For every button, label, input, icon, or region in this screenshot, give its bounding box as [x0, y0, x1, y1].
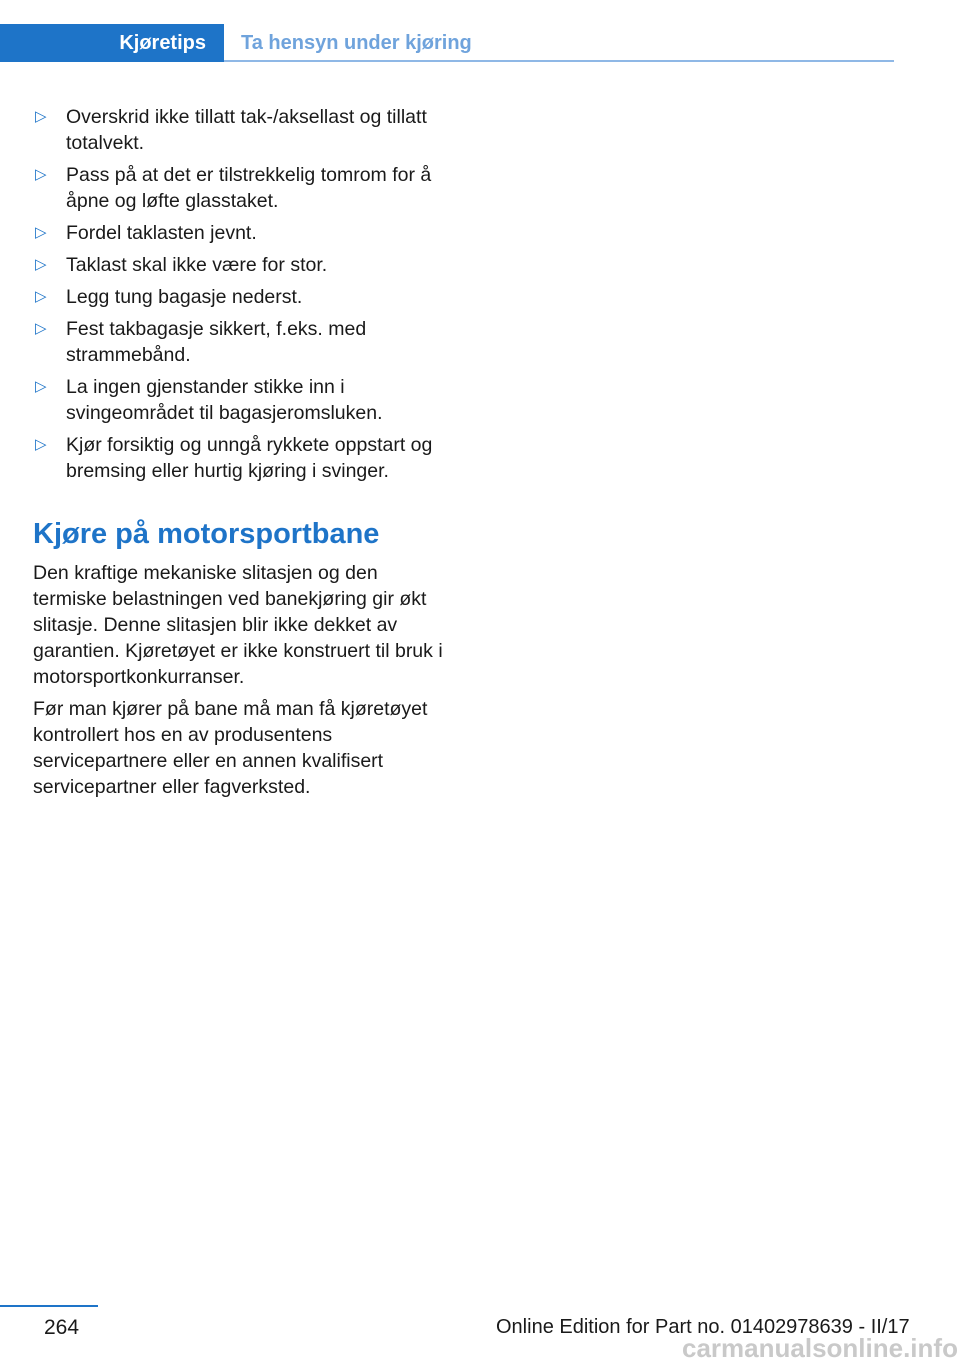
- watermark: carmanualsonline.info: [682, 1333, 958, 1363]
- triangle-right-icon: ▷: [35, 378, 47, 395]
- list-item-text: La ingen gjenstander stikke inn i svingeområdet til bagasjeromsluken.: [66, 376, 383, 424]
- list-item-text: Taklast skal ikke være for stor.: [66, 254, 328, 276]
- list-item-text: Overskrid ikke tillatt tak-/aksellast og tillatt totalvekt.: [66, 106, 427, 154]
- section-heading: Kjøre på motorsportbane: [33, 518, 380, 550]
- list-item: [33, 432, 448, 484]
- list-item: [33, 374, 448, 426]
- section-paragraph: Den kraftige mekaniske slitasjen og den termiske belastningen ved banekjøring gir økt slitasje. Denne slitasjen blir ikke dekket av garantien. Kjøretøyet er ikke konstruert til bruk i motorsportkonkurranser.: [33, 562, 443, 688]
- list-item: [33, 316, 448, 368]
- list-item: [33, 104, 448, 156]
- page-number: 264: [44, 1316, 80, 1339]
- list-item: [33, 220, 448, 246]
- tab-kjoretips-label: Kjøretips: [119, 31, 206, 54]
- tab-ta-hensyn[interactable]: [241, 24, 472, 62]
- list-item: [33, 162, 448, 214]
- tab-ta-hensyn-label: Ta hensyn under kjøring: [241, 31, 472, 54]
- list-item-text: Legg tung bagasje nederst.: [66, 286, 303, 308]
- main-content: [33, 104, 448, 806]
- triangle-right-icon: ▷: [35, 166, 47, 183]
- bullet-list: [33, 104, 448, 484]
- page-number-divider: [0, 1305, 98, 1307]
- triangle-right-icon: ▷: [35, 288, 47, 305]
- list-item-text: Fordel taklasten jevnt.: [66, 222, 257, 244]
- edition-text: Online Edition for Part no. 01402978639 - II/17: [496, 1316, 910, 1338]
- header-divider: [224, 60, 894, 62]
- page-header: [0, 0, 960, 64]
- triangle-right-icon: ▷: [35, 108, 47, 125]
- tab-kjoretips[interactable]: [0, 24, 224, 62]
- section-paragraph: Før man kjører på bane må man få kjøretøyet kontrollert hos en av produsentens servicepartnere eller en annen kvalifisert servicepartner eller fagverksted.: [33, 698, 428, 798]
- triangle-right-icon: ▷: [35, 256, 47, 273]
- list-item-text: Kjør forsiktig og unngå rykkete oppstart og bremsing eller hurtig kjøring i svinger.: [66, 434, 433, 482]
- list-item: [33, 252, 448, 278]
- triangle-right-icon: ▷: [35, 436, 47, 453]
- list-item: [33, 284, 448, 310]
- list-item-text: Pass på at det er tilstrekkelig tomrom for å åpne og løfte glasstaket.: [66, 164, 432, 212]
- list-item-text: Fest takbagasje sikkert, f.eks. med strammebånd.: [66, 318, 367, 366]
- triangle-right-icon: ▷: [35, 320, 47, 337]
- triangle-right-icon: ▷: [35, 224, 47, 241]
